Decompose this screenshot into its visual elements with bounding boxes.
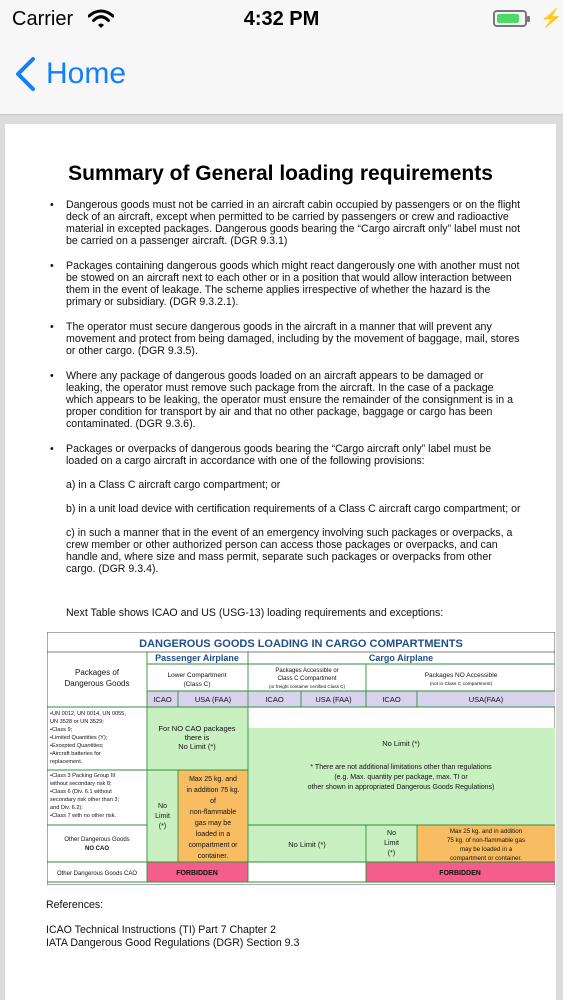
max25-line: in addition 75 kg.	[186, 787, 240, 794]
max25-line: gas may be	[194, 820, 232, 827]
row1-item: •Limited Quantities (Y);	[50, 735, 108, 741]
status-time: 4:32 PM	[243, 8, 320, 30]
table-title: DANGEROUS GOODS LOADING IN CARGO COMPARTMENTS	[139, 638, 463, 650]
no-cao-line3: No Limit (*)	[178, 742, 216, 751]
bullet-item: • Packages or overpacks of dangerous goods bearing the “Cargo aircraft only” label must be loaded on a cargo aircraft in accordance with one of the following provisions: a) in a Class C aircraft cargo compartment; or b) in a unit load device with certification requirements of a Class C aircraft cargo compartment; or c) in such a manner that in the event of an emergency involving such packages or overpacks, a crew member or other authorized person can access those packages or overpacks, and can handle and, where size and mass permit, separate such packages or overpacks from other cargo. (DGR 9.3.4).	[66, 443, 523, 575]
references-section	[46, 899, 299, 950]
max25-line: container.	[197, 853, 229, 860]
navigation-bar	[0, 38, 563, 115]
bullet-item: • The operator must secure dangerous goods in the aircraft in a manner that will prevent any movement and protect from being damaged, including by the movement of baggage, mail, stores or other cargo. (DGR 9.3.5).	[50, 321, 520, 357]
chevron-left-icon	[14, 56, 36, 92]
row2-item: and Div. 6.2);	[50, 805, 83, 811]
back-button[interactable]	[14, 54, 126, 94]
pax-forbidden: FORBIDDEN	[176, 870, 218, 877]
pax-no-limit-1: No	[158, 803, 167, 810]
accessible-header-1: Packages Accessible or	[275, 668, 339, 674]
row1-item: UN 3528 or UN 3529;	[50, 719, 104, 725]
note-line3: other shown in appropriated Dangerous Goods Regulations)	[307, 784, 495, 791]
col-usa-pax: USA (FAA)	[194, 695, 232, 704]
cargo-loading-table	[47, 632, 555, 885]
row3-label-1: Other Dangerous Goods	[64, 837, 130, 843]
lower-compartment-header: Lower Compartment	[167, 672, 227, 679]
row3-label-2: NO CAO	[85, 846, 109, 852]
row2-item: •Class 3 Packing Group III	[50, 773, 116, 779]
row2-item: secondary risk other than 3;	[50, 797, 120, 803]
document-title: Summary of General loading requirements	[68, 162, 493, 185]
max25b-line: Max 25 kg. and in addition	[449, 828, 523, 835]
row2-item: •Class 7 with no other risk.	[50, 813, 116, 819]
back-button-label: Home	[46, 57, 127, 90]
row1-item: replacement.	[50, 759, 83, 765]
references-heading: References:	[46, 899, 104, 911]
not-accessible-header-2: (not in Class C compartment)	[429, 682, 493, 687]
reference-item: ICAO Technical Instructions (TI) Part 7 Chapter 2	[46, 924, 277, 936]
max25-line: non-flammable	[189, 809, 237, 816]
carrier-label: Carrier	[12, 8, 74, 30]
bullet-item: • Packages containing dangerous goods which might react dangerously one with another must not be stowed on an aircraft next to each other or in a position that would allow interaction between them in the event of leakage. The scheme applies irrespective of whether the hazard is the primary or subsidiary. (DGR 9.3.2.1).	[50, 260, 520, 308]
provision-a: a) in a Class C aircraft cargo compartment; or	[66, 479, 281, 491]
no-cao-line1: For NO CAO packages	[158, 724, 236, 733]
col-usa-not-accessible: USA(FAA)	[468, 695, 504, 704]
class-c-header: (Class C)	[183, 681, 211, 688]
cargo-forbidden: FORBIDDEN	[439, 870, 481, 877]
row1-item: •Aircraft batteries for	[50, 751, 101, 757]
max25-line: of	[210, 798, 216, 805]
passenger-airplane-header: Passenger Airplane	[155, 653, 239, 663]
max25-line: loaded in a	[195, 831, 231, 838]
col-icao-accessible: ICAO	[265, 695, 284, 704]
accessible-header-2: Class C Compartment	[277, 676, 337, 682]
accessible-header-3: (or freight container certified Class C)	[268, 684, 346, 689]
pdf-page[interactable]	[5, 124, 556, 1000]
col-usa-accessible: USA (FAA)	[315, 695, 352, 704]
max25b-line: 75 kg. of non-flammable gas	[446, 837, 526, 844]
note-line1: * There are not additional limitations other than regulations	[310, 764, 492, 771]
cargo-icao-no-limit-3: (*)	[387, 850, 396, 857]
row4-label: Other Dangerous Goods CAO	[56, 871, 138, 877]
col-icao-not-accessible: ICAO	[382, 695, 401, 704]
reference-item: IATA Dangerous Good Regulations (DGR) Section 9.3	[46, 937, 300, 949]
provision-b: b) in a unit load device with certification requirements of a Class C aircraft cargo compartment; or	[66, 503, 521, 515]
not-accessible-header-1: Packages NO Accessible	[424, 672, 498, 679]
row1-item: •Class 9;	[50, 727, 73, 733]
row2-item: without secondary risk 8;	[50, 781, 112, 787]
col-icao-pax: ICAO	[153, 695, 172, 704]
bullet-item: • Where any package of dangerous goods loaded on an aircraft appears to be damaged or leaking, the operator must remove such package from the aircraft. In the case of a package which appears to be leaking, the operator must ensure the remainder of the consignment is in a proper condition for transport by air and that no other package, baggage or cargo has been contaminated. (DGR 9.3.6).	[50, 370, 513, 430]
bullet-item: • Dangerous goods must not be carried in an aircraft cabin occupied by passengers or on the flight deck of an aircraft, except when permitted to be carried by passengers or crew and radioactive material in excepted packages. Dangerous goods bearing the “Cargo aircraft only” label must not be carried on a passenger aircraft. (DGR 9.3.1)	[50, 199, 521, 247]
provision-c: c) in such a manner that in the event of an emergency involving such packages or overpacks, a crew member or other authorized person can access those packages or overpacks, and can handle and, where size and mass permit, separate such packages or overpacks from other cargo. (DGR 9.3.4).	[66, 527, 513, 575]
battery-icon	[493, 10, 527, 27]
status-bar	[0, 0, 563, 38]
row1-item: •Excepted Quantities;	[50, 743, 104, 749]
table-intro: Next Table shows ICAO and US (USG-13) loading requirements and exceptions:	[66, 607, 444, 619]
bullet-list	[50, 199, 523, 588]
packages-header-line2: Dangerous Goods	[64, 679, 130, 688]
max25-line: Max 25 kg. and	[189, 776, 237, 783]
max25b-line: may be loaded in a	[459, 846, 513, 853]
note-line2: (e.g. Max. quantity per package, max. TI or	[334, 774, 468, 781]
pax-no-limit-2: Limit	[155, 813, 170, 820]
cargo-airplane-header: Cargo Airplane	[368, 653, 434, 663]
max25-line: compartment or	[188, 842, 238, 849]
pax-no-limit-3: (*)	[158, 823, 167, 830]
accessible-no-limit: No Limit (*)	[288, 840, 326, 849]
cargo-no-limit: No Limit (*)	[382, 739, 420, 748]
cargo-icao-no-limit-2: Limit	[384, 840, 399, 847]
no-cao-line2: there is	[184, 733, 210, 742]
max25b-line: compartment or container.	[450, 855, 522, 862]
bolt-icon: ⚡	[540, 8, 563, 28]
row1-item: •UN 0012, UN 0014, UN 0055,	[50, 711, 126, 717]
cargo-icao-no-limit-1: No	[387, 830, 396, 837]
row2-item: •Class 6 (Div. 6.1 without	[50, 789, 112, 795]
packages-header-line1: Packages of	[74, 668, 120, 677]
